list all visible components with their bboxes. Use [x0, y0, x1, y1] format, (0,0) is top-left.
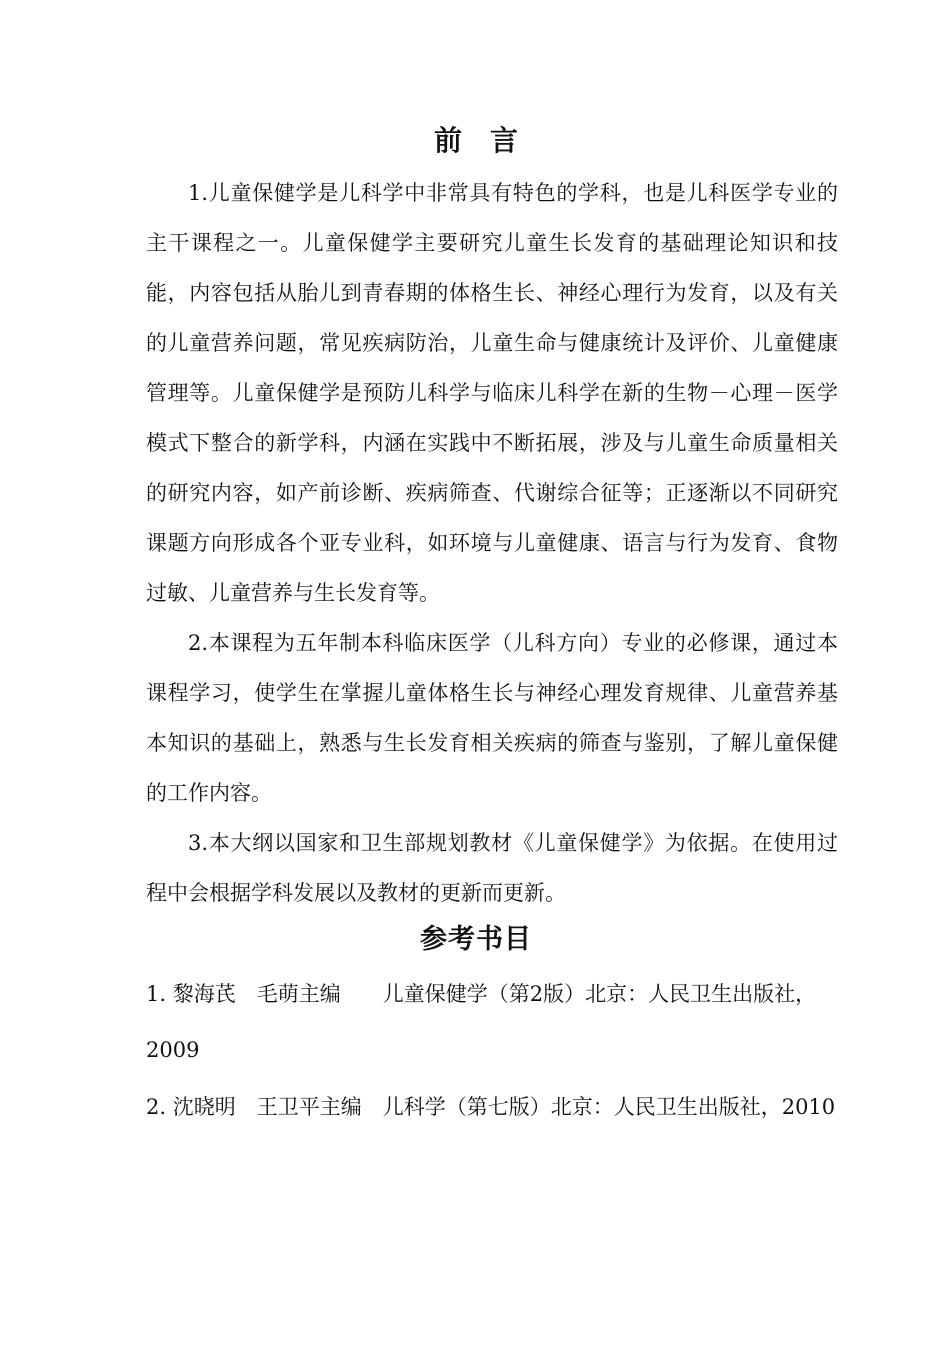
preface-paragraph-3: 3.本大纲以国家和卫生部规划教材《儿童保健学》为依据。在使用过程中会根据学科发展以及教材的更新而更新。 — [146, 831, 838, 905]
preface-paragraph-1: 1.儿童保健学是儿科学中非常具有特色的学科，也是儿科医学专业的主干课程之一。儿童保健学主要研究儿童生长发育的基础理论知识和技能，内容包括从胎儿到青春期的体格生长、神经心理行为发育，以及有关的儿童营养问题，常见疾病防治，儿童生命与健康统计及评价、儿童健康管理等。儿童保健学是预防儿科学与临床儿科学在新的生物－心理－医学模式下整合的新学科，内涵在实践中不断拓展，涉及与儿童生命质量相关的研究内容，如产前诊断、疾病筛查、代谢综合征等；正逐渐以不同研究课题方向形成各个亚专业科，如环境与儿童健康、语言与行为发育、食物过敏、儿童营养与生长发育等。 — [146, 181, 838, 605]
references-title: 参考书目 — [420, 924, 532, 955]
preface-paragraph-2: 2.本课程为五年制本科临床医学（儿科方向）专业的必修课，通过本课程学习，使学生在掌握儿童体格生长与神经心理发育规律、儿童营养基本知识的基础上，熟悉与生长发育相关疾病的筛查与鉴别，了解儿童保健的工作内容。 — [146, 631, 838, 805]
reference-item-2: 2. 沈晓明 王卫平主编 儿科学（第七版）北京：人民卫生出版社，2010 — [146, 1095, 836, 1119]
preface-title: 前言 — [433, 124, 546, 157]
reference-item-1: 1. 黎海芪 毛萌主编 儿童保健学（第2版）北京：人民卫生出版社，2009 — [146, 982, 817, 1062]
